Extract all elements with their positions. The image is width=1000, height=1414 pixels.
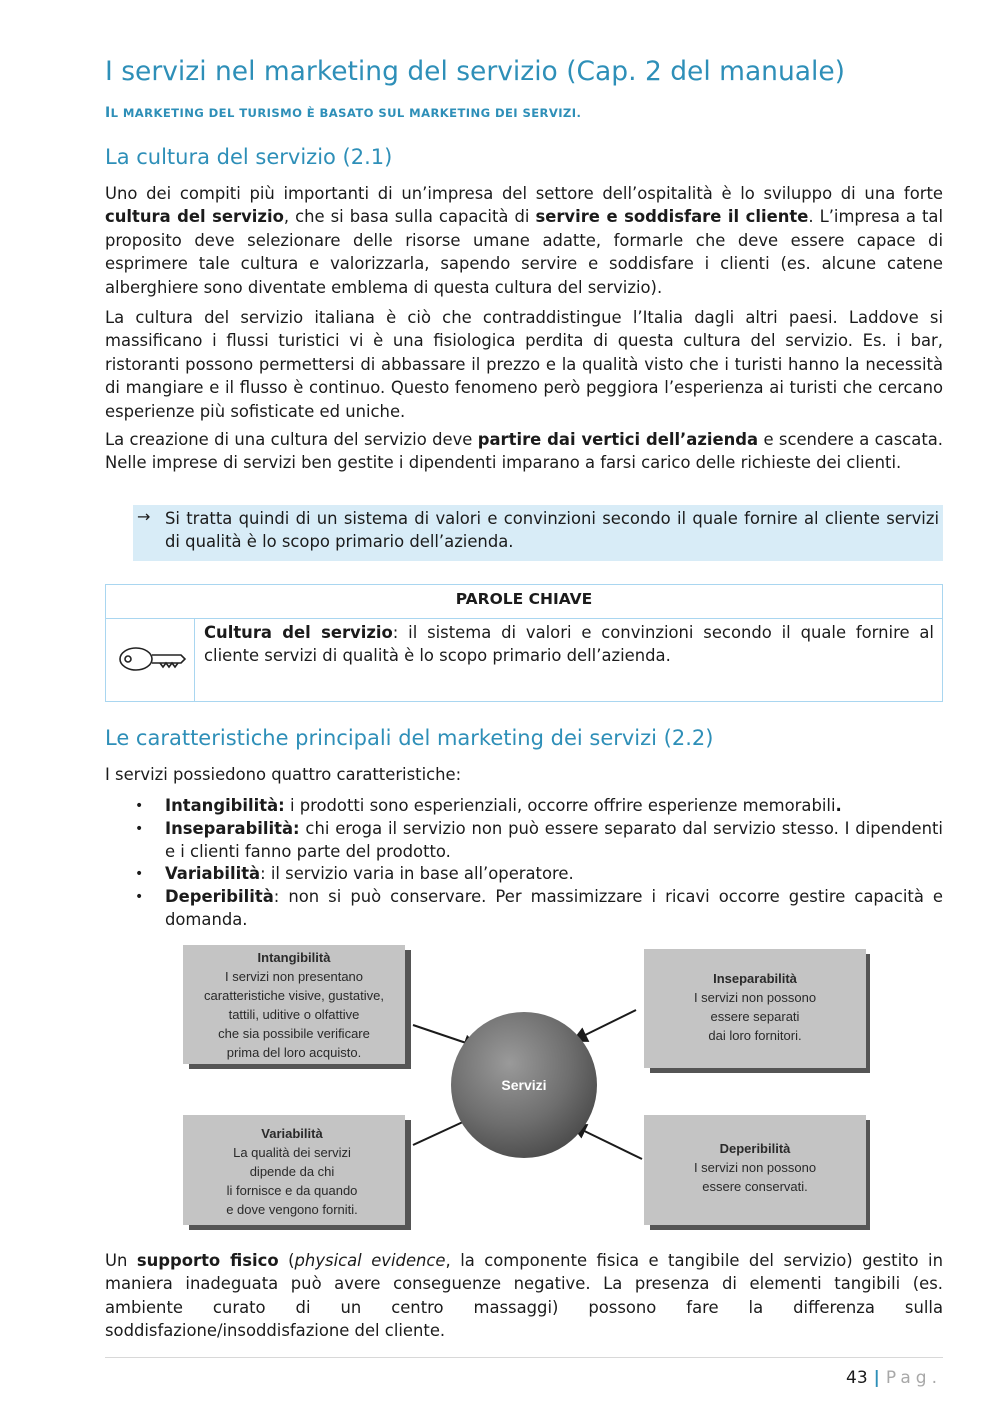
closing-text-d: , la componente fisica e tangibile del servizio) gestito in maniera inadeguata può avere conseguenze negative. La presenza di elementi tangibili (es. ambiente curato di un centro massaggi) possono fare la differenza sulla soddisfazione/insoddisfazione del cliente. xyxy=(105,1251,943,1341)
diagram-box-line: essere separati xyxy=(710,1009,800,1024)
paragraph-1-text-d: . L’impresa a tal proposito deve selezionare delle risorse umane adatte, formarle che deve essere capace di esprimere tale cultura e valorizzarla, sapendo servire e soddisfare i clienti (es. alcune catene alberghiere sono diventate emblema di questa cultura del servizio). xyxy=(105,207,944,297)
paragraph-1-text-a: Uno dei compiti più importanti di un’impresa del settore dell’ospitalità è lo sviluppo di una forte xyxy=(105,184,943,203)
subtitle-text: L MARKETING DEL TURISMO È BASATO SUL MARKETING DEI SERVIZI. xyxy=(110,106,582,120)
list-item xyxy=(105,818,943,864)
feature-text: i prodotti sono esperienziali, occorre offrire esperienze memorabili xyxy=(284,796,836,815)
features-intro: I servizi possiedono quattro caratteristiche: xyxy=(105,765,462,784)
paragraph-1 xyxy=(105,182,943,299)
diagram-box-line: tattili, uditive o olfattive xyxy=(228,1007,360,1022)
feature-text: chi eroga il servizio non può essere separato dal servizio stesso. I dipendenti e i clienti fanno parte del prodotto. xyxy=(165,818,943,861)
diagram-box-title: Inseparabilità xyxy=(713,971,797,986)
footer-divider xyxy=(105,1357,943,1358)
subtitle-initial: I xyxy=(105,105,111,121)
bullet-icon: • xyxy=(135,820,144,837)
diagram-box-deperibilita xyxy=(644,1115,870,1230)
footer-label: Pag. xyxy=(885,1368,942,1388)
diagram-box-intangibilita xyxy=(183,945,411,1069)
feature-term: Variabilità xyxy=(165,864,261,884)
bullet-icon: • xyxy=(135,889,144,906)
bullet-icon: • xyxy=(135,798,144,814)
diagram-arrow xyxy=(572,1125,642,1159)
page-title: I servizi nel marketing del servizio (Cap. 2 del manuale) xyxy=(105,56,846,87)
feature-term: Deperibilità xyxy=(165,887,274,907)
diagram-box-title: Deperibilità xyxy=(719,1141,791,1156)
list-item xyxy=(105,886,943,932)
feature-term: Inseparabilità: xyxy=(165,818,300,838)
features-list xyxy=(105,795,943,932)
paragraph-3 xyxy=(105,428,943,475)
closing-bold: supporto fisico xyxy=(136,1251,279,1270)
paragraph-1-bold-cultura: cultura del servizio xyxy=(105,207,284,227)
diagram-box-line: che sia possibile verificare xyxy=(218,1026,370,1041)
diagram-box-line: I servizi non presentano xyxy=(224,969,364,984)
bullet-icon: • xyxy=(135,866,144,883)
diagram-box-title: Intangibilità xyxy=(257,950,331,965)
keywords-table xyxy=(105,584,943,702)
paragraph-2: La cultura del servizio italiana è ciò che contraddistingue l’Italia dagli altri paesi. Laddove si massificano i flussi turistici vi è una fisiologica perdita di questa cultura del servizio. Es. i bar, ristoranti possono permettersi di abbassare il prezzo e la qualità visto che i turisti hanno la necessità di mangiare e il flusso è continuo. Questo fenomeno però peggiora l’esperienza ai turisti che cercano esperienze più sofisticate ed uniche. xyxy=(105,308,943,421)
closing-paragraph xyxy=(105,1249,943,1343)
closing-italic: physical evidence xyxy=(294,1251,446,1270)
feature-tail: . xyxy=(835,796,842,815)
feature-text: : non si può conservare. Per massimizzare i ricavi occorre gestire capacità e domanda. xyxy=(165,887,943,929)
key-icon-cell xyxy=(106,619,195,701)
footer-separator: | xyxy=(873,1368,880,1388)
diagram-box-line: I servizi non possono xyxy=(693,990,817,1005)
diagram-box-line: caratteristiche visive, gustative, xyxy=(204,988,384,1003)
paragraph-1-text-c: , che si basa sulla capacità di xyxy=(283,207,536,227)
list-item xyxy=(105,795,943,818)
diagram-arrow xyxy=(573,1010,636,1041)
diagram-box-title: Variabilità xyxy=(261,1126,323,1141)
key-icon xyxy=(106,619,194,701)
feature-text: : il servizio varia in base all’operatore. xyxy=(260,864,574,884)
services-diagram xyxy=(180,945,870,1235)
feature-term: Intangibilità: xyxy=(165,796,285,815)
keyword-definition-text: : il sistema di valori e convinzioni secondo il quale fornire al cliente servizi di qualità è lo scopo primario dell’azienda. xyxy=(204,623,934,666)
page-footer xyxy=(846,1368,942,1388)
diagram-box-line: La qualità dei servizi xyxy=(233,1145,351,1160)
highlight-note-text: Si tratta quindi di un sistema di valori e convinzioni secondo il quale fornire al cliente servizi di qualità è lo scopo primario dell’azienda. xyxy=(165,509,939,552)
page-subtitle xyxy=(105,105,581,121)
section-heading-cultura: La cultura del servizio (2.1) xyxy=(105,145,393,169)
section-heading-caratteristiche: Le caratteristiche principali del marketing dei servizi (2.2) xyxy=(105,726,714,750)
closing-text-c: ( xyxy=(278,1251,295,1270)
keyword-term: Cultura del servizio xyxy=(204,623,393,642)
keywords-definition xyxy=(204,621,934,668)
diagram-center-label: Servizi xyxy=(501,1077,547,1093)
highlight-note xyxy=(133,505,943,561)
arrow-right-icon: → xyxy=(137,507,151,526)
diagram-box-line: prima del loro acquisto. xyxy=(226,1045,362,1060)
diagram-box-line: I servizi non possono xyxy=(693,1160,817,1175)
diagram-box-line: dai loro fornitori. xyxy=(708,1028,802,1043)
paragraph-1-bold-servire: servire e soddisfare il cliente xyxy=(535,207,809,227)
diagram-box-line: e dove vengono forniti. xyxy=(226,1202,358,1217)
diagram-box-line: dipende da chi xyxy=(249,1164,335,1179)
list-item xyxy=(105,863,943,886)
page-number: 43 xyxy=(846,1368,868,1388)
diagram-box-line: essere conservati. xyxy=(702,1179,808,1194)
diagram-box-line: li fornisce e da quando xyxy=(226,1183,358,1198)
paragraph-3-text-a: La creazione di una cultura del servizio deve xyxy=(105,430,478,449)
paragraph-3-text-c: e scendere a cascata. Nelle imprese di servizi ben gestite i dipendenti imparano a farsi carico delle richieste dei clienti. xyxy=(105,430,944,473)
keywords-header: PAROLE CHIAVE xyxy=(106,585,942,619)
paragraph-3-bold: partire dai vertici dell’azienda xyxy=(477,430,759,449)
diagram-box-inseparabilita xyxy=(644,949,870,1073)
closing-text-a: Un xyxy=(105,1251,137,1270)
diagram-box-variabilita xyxy=(183,1115,411,1230)
